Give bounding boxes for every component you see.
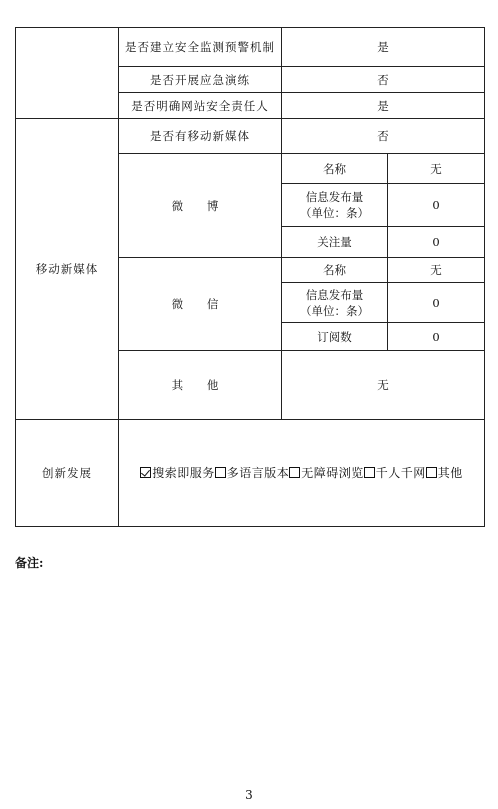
mobile-media-section-label: 移动新媒体 bbox=[16, 119, 119, 420]
wechat-subs-value: 0 bbox=[388, 323, 485, 351]
security-owner-label: 是否明确网站安全责任人 bbox=[119, 93, 282, 119]
weibo-name-label: 名称 bbox=[282, 154, 388, 184]
emergency-drill-value: 否 bbox=[282, 67, 485, 93]
wechat-posts-value: 0 bbox=[388, 283, 485, 323]
option-search-service[interactable] bbox=[140, 466, 215, 480]
table-row bbox=[16, 420, 485, 527]
weibo-posts-value: 0 bbox=[388, 184, 485, 227]
security-owner-value: 是 bbox=[282, 93, 485, 119]
table-row bbox=[16, 28, 485, 67]
website-report-table bbox=[15, 27, 485, 527]
innovation-section-label: 创新发展 bbox=[16, 420, 119, 527]
checkbox-checked-icon bbox=[140, 467, 151, 478]
emergency-drill-label: 是否开展应急演练 bbox=[119, 67, 282, 93]
monitoring-warning-label: 是否建立安全监测预警机制 bbox=[119, 28, 282, 67]
checkbox-empty-icon bbox=[426, 467, 437, 478]
has-new-media-label: 是否有移动新媒体 bbox=[119, 119, 282, 154]
page-number: 3 bbox=[245, 788, 253, 802]
checkbox-empty-icon bbox=[215, 467, 226, 478]
other-media-value: 无 bbox=[282, 351, 485, 420]
wechat-subs-label: 订阅数 bbox=[282, 323, 388, 351]
wechat-name-value: 无 bbox=[388, 258, 485, 283]
wechat-name-label: 名称 bbox=[282, 258, 388, 283]
blank-section-cell bbox=[16, 28, 119, 119]
option-label: 多语言版本 bbox=[226, 466, 290, 480]
option-multilingual[interactable] bbox=[215, 466, 290, 480]
option-other[interactable] bbox=[426, 466, 463, 480]
option-label: 无障碍浏览 bbox=[301, 466, 364, 480]
option-label: 搜索即服务 bbox=[152, 466, 215, 480]
other-media-label: 其 他 bbox=[119, 351, 282, 420]
monitoring-warning-value: 是 bbox=[282, 28, 485, 67]
checkbox-empty-icon bbox=[289, 467, 300, 478]
weibo-label: 微 博 bbox=[119, 154, 282, 258]
wechat-label: 微 信 bbox=[119, 258, 282, 351]
weibo-follow-label: 关注量 bbox=[282, 227, 388, 258]
option-label: 千人千网 bbox=[375, 466, 426, 480]
wechat-posts-label: 信息发布量（单位：条） bbox=[282, 283, 388, 323]
option-label: 其他 bbox=[437, 466, 463, 480]
weibo-posts-label: 信息发布量（单位：条） bbox=[282, 184, 388, 227]
table-row bbox=[16, 119, 485, 154]
has-new-media-value: 否 bbox=[282, 119, 485, 154]
option-personalized[interactable] bbox=[364, 466, 426, 480]
weibo-name-value: 无 bbox=[388, 154, 485, 184]
innovation-options bbox=[119, 420, 485, 527]
weibo-follow-value: 0 bbox=[388, 227, 485, 258]
option-accessible-browsing[interactable] bbox=[289, 466, 364, 480]
remarks-label: 备注: bbox=[15, 556, 44, 570]
checkbox-empty-icon bbox=[364, 467, 375, 478]
